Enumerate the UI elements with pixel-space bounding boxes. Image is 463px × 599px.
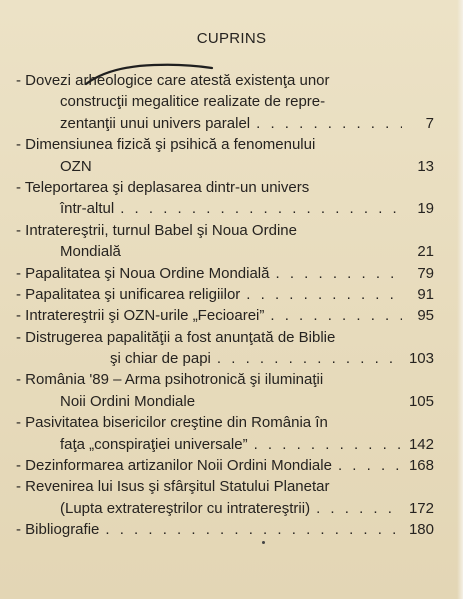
- toc-entry[interactable]: [16, 476, 434, 519]
- page-number: 105: [408, 392, 434, 410]
- toc-entry-text: - Dovezi arheologice care atestă existenţa unor: [16, 72, 330, 89]
- page-number: 79: [417, 264, 434, 282]
- dot-leader: [270, 305, 402, 326]
- page-number: 91: [417, 285, 434, 303]
- toc-entry-text: - Dezinformarea artizanilor Noii Ordini Mondiale: [16, 457, 332, 475]
- toc-entry[interactable]: [16, 519, 434, 540]
- page-number: 180: [408, 521, 434, 539]
- toc-entry-text: - Teleportarea şi deplasarea dintr-un univers: [16, 178, 310, 196]
- toc-entry[interactable]: [16, 455, 434, 476]
- dot-leader: [246, 284, 402, 305]
- dot-leader: [338, 455, 402, 476]
- page-number: 13: [417, 157, 434, 175]
- toc-entry[interactable]: [16, 70, 434, 134]
- dot-leader: [120, 198, 402, 219]
- toc-entry-text: şi chiar de papi: [110, 350, 211, 368]
- toc-entry-text: - Distrugerea papalităţii a fost anunţată de Biblie: [16, 328, 336, 346]
- dot-leader: [217, 348, 402, 369]
- page-number: 7: [425, 114, 434, 132]
- dot-leader: [275, 263, 402, 284]
- page-number: 95: [417, 307, 434, 325]
- toc-entry-text: - Intratereştrii, turnul Babel şi Noua Ordine: [16, 221, 297, 239]
- dot-leader: [316, 498, 402, 519]
- page-title: CUPRINS: [196, 30, 267, 47]
- toc-entry-text: zentanţii unui univers paralel: [60, 114, 251, 132]
- toc-entry-text: - Revenirea lui Isus şi sfârşitul Statului Planetar: [16, 478, 330, 496]
- dot-leader: [105, 519, 402, 540]
- page-number: 21: [417, 243, 434, 261]
- toc-entry[interactable]: [16, 134, 434, 177]
- page-number: 19: [417, 200, 434, 218]
- toc-entry[interactable]: [16, 305, 434, 326]
- ink-speck: [262, 541, 265, 544]
- toc-entry-text: Mondială: [60, 243, 121, 261]
- toc-entry-text: (Lupta extratereştrilor cu intratereştrii): [60, 499, 311, 517]
- toc-entry[interactable]: [16, 369, 434, 412]
- toc-entry-text: Noii Ordini Mondiale: [60, 392, 196, 410]
- toc-entry[interactable]: [16, 177, 434, 220]
- toc-entry-text: într-altul: [60, 200, 115, 218]
- dot-leader: [254, 434, 402, 455]
- toc-entry-text: - Dimensiunea fizică şi psihică a fenomenului: [16, 136, 316, 154]
- toc-entry-text: - România '89 – Arma psihotronică şi iluminaţii: [16, 371, 324, 389]
- toc-entry[interactable]: [16, 327, 434, 370]
- toc-entry-text: construcţii megalitice realizate de repre-: [60, 93, 326, 111]
- toc-entry[interactable]: [16, 412, 434, 455]
- page-number: 172: [408, 499, 434, 517]
- toc-entry-text: faţa „conspiraţiei universale”: [60, 435, 248, 453]
- toc-entry[interactable]: [16, 284, 434, 305]
- page-number: 142: [408, 435, 434, 453]
- toc-entry-text: - Papalitatea şi unificarea religiilor: [16, 285, 241, 303]
- toc-entry-text: - Pasivitatea bisericilor creştine din România în: [16, 414, 328, 432]
- dot-leader: [256, 113, 402, 134]
- toc-entry-text: - Papalitatea şi Noua Ordine Mondială: [16, 264, 270, 282]
- table-of-contents: [16, 70, 434, 541]
- toc-entry-text: - Intratereştrii şi OZN-urile „Fecioarei”: [16, 307, 265, 325]
- toc-entry[interactable]: [16, 263, 434, 284]
- toc-entry-text: OZN: [60, 157, 92, 175]
- toc-entry-text: - Bibliografie: [16, 521, 100, 539]
- page-number: 103: [408, 350, 434, 368]
- page-number: 168: [408, 457, 434, 475]
- toc-entry[interactable]: [16, 220, 434, 263]
